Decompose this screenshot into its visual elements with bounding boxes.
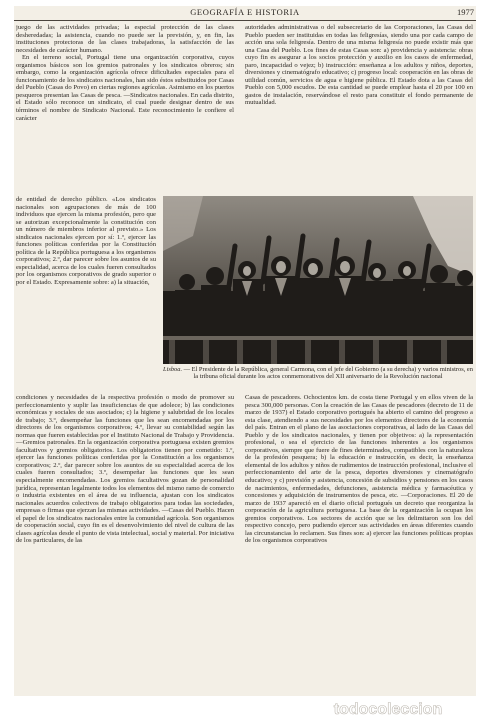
paragraph: de entidad de derecho público. «Los sindicatos nacionales son agrupaciones de más de 100 individuos que ejercen la misma profesión, pero que se autorizan excepcionalmente la constitución con un número de miembros inferior al previsto.» Los sindicatos nacionales ejercen por sí: 1.º, ejercer las funciones políticas conferidas por la Constitución política de la República portuguesa a los organismos corporativos; 2.º, dar parecer sobre los asuntos de su especialidad, acerca de los cuales fueren consultados por los organismos corporativos de grado superior o por el Estado. Expresamente sobre: a) la situación, xyxy=(16,196,156,287)
paragraph: juego de las actividades privadas; la especial protección de las clases desheredadas; la asistencia, cuando no puede ser la previsión, y, en fin, las instituciones protectoras de las clases trabajadoras, la satisfacción de las necesidades de carácter humano. xyxy=(16,24,234,54)
page-number: 1977 xyxy=(457,7,474,17)
magazine-page xyxy=(14,6,476,696)
page-header xyxy=(14,6,476,21)
photograph xyxy=(163,196,473,364)
photo-illustration xyxy=(163,196,473,364)
column-narrow xyxy=(16,196,156,394)
watermark-logo xyxy=(302,698,474,720)
column-left-bottom xyxy=(16,394,234,694)
photo-figure xyxy=(163,196,473,391)
photo-caption xyxy=(163,366,473,381)
paragraph: autoridades administrativas o del subsecretario de las Corporaciones, las Casas del Pueblo pueden ser instituidas en todas las feligresías, siendo una por cada campo de acción una sola feligresía. Dentro de una misma feligresía no puede existir más que una Casa del Pueblo. Los fines de estas Casas son: a) providencia y asistencia: obras cuyo fin es asegurar a los socios protección y auxilio en los casos de enfermedad, paro, incapacidad o vejez; b) instrucción: enseñanza a los adultos y niños, deportes, diversiones y cinematógrafo educativo; c) progreso local: cooperación en las obras de utilidad común, servicios de agua e higiene pública. El Estado dota a las Casas del Pueblo con 5,000 escudos. De esta cantidad se puede emplear hasta el 20 por 100 en gastos de instalación, reservándose el resto para constituir el fondo permanente de mutualidad. xyxy=(245,24,473,107)
svg-text:todocoleccion: todocoleccion xyxy=(333,701,443,718)
column-right-top xyxy=(245,24,473,192)
column-right-bottom xyxy=(245,394,473,694)
caption-place: Lisboa. xyxy=(163,366,183,373)
column-left-top xyxy=(16,24,234,196)
paragraph: condiciones y necesidades de la respectiva profesión o modo de promover su perfeccionamiento y suplir las insuficiencias de que adolece; b) las condiciones económicas y sociales de sus asociados; c) la higiene y salubridad de los locales de trabajo; 3.º, desempeñar las funciones que les sean encomendadas por los directores de los organismos corporativos; 4.º, llevar su contabilidad según las normas que fueren establecidas por el Instituto Nacional de Trabajo y Providencia. —Gremios patronales. En la organización corporativa portuguesa existen gremios facultativos y gremios obligatorios. Los obligatorios tienen por cometido: 1.º, ejercer las funciones políticas conferidas por la Constitución a los organismos corporativos; 2.º, dar parecer sobre los asuntos de su especialidad acerca de los cuales fueren consultados; 3.º, desempeñar las funciones que les sean especialmente encomendadas. Los gremios facultativos gozan de personalidad jurídica, representan legalmente todos los elementos del mismo ramo de comercio o industria existentes en el área de su influencia, ajustan con los sindicatos nacionales acuerdos colectivos de trabajo obligatorios para todas las sociedades, empresas o firmas que ejerzan las mismas actividades. —Casas del Pueblo. Hacen el papel de los sindicatos nacionales entre la comunidad agrícola. Son organismos de cooperación social, cuyo fin es el desenvolvimiento del nivel de cultura de las clases agrícolas desde el punto de vista intelectual, social y material. Por iniciativa de los particulares, de las xyxy=(16,394,234,545)
paragraph: Casas de pescadores. Ochocientos km. de costa tiene Portugal y en ellos viven de la pesca 300,000 personas. Con la creación de las Casas de pescadores (decreto de 11 de marzo de 1937) el Estado corporativo portugués ha abierto el camino del progreso a esta clase, atendiendo a sus necesidades por los elementos directores de la economía del país. Entran en el plano de las asociaciones corporativas, al lado de las Casas del Pueblo y de los sindicatos nacionales, y tienen por objetivos: a) la representación profesional, o sea el ejercicio de las funciones inherentes a los organismos corporativos, siempre que fuere de fines determinados, compatibles con la naturaleza de la profesión pesquera; b) la educación e instrucción, es decir, la enseñanza elemental de los adultos y niños de rudimentos de instrucción profesional, inclusive el perfeccionamiento del arte de la pesca, deportes diversiones y cinematógrafo educativo; y c) previsión y asistencia, concesión de subsidios y pensiones en los casos de nacimientos, enfermedades, defunciones, asistencia médica y farmacéutica y concesiones y adquisición de instrumentos de pesca, etc. —Corporaciones. El 20 de marzo de 1937 apareció en el diario oficial portugués un decreto que reorganiza la corporación de la agricultura portuguesa. La base de la organización la ocupan los gremios corporativos. Los sectores de acción que se les delimitaron son los del respectivo concejo, pero pudiendo ejercer sus actividades en áreas diferentes cuando las circunstancias lo reclamen. Sus fines son: a) ejercer las funciones políticas propias de los organismos corporativos xyxy=(245,394,473,545)
running-title: GEOGRAFÍA E HISTORIA xyxy=(190,7,300,17)
caption-text: — El Presidente de la República, general Carmona, con el jefe del Gobierno (a su derecha) y varios ministros, en la tribuna oficial durante los actos conmemorativos del XII aniversario de la Revolución nacional xyxy=(183,366,473,381)
todocoleccion-watermark-icon xyxy=(302,698,474,720)
paragraph: En el terreno social, Portugal tiene una organización corporativa, cuyos organismos básicos son los gremios patronales y los sindicatos obreros; sin embargo, como la organización agrícola ofrece dificultades especiales para el funcionamiento de los sindicatos nacionales, han sido éstos substituidos por Casas del Pueblo (Casas do Povo) en ciertas regiones agrícolas. Asimismo en los puertos pesqueros presentan las Casas de pesca. —Sindicatos nacionales. En cada distrito, el Estado sólo reconoce un sindicato, el cual puede designar dentro de sus términos el nombre de Sindicato Nacional. Este reconocimiento le confiere el carácter xyxy=(16,54,234,122)
